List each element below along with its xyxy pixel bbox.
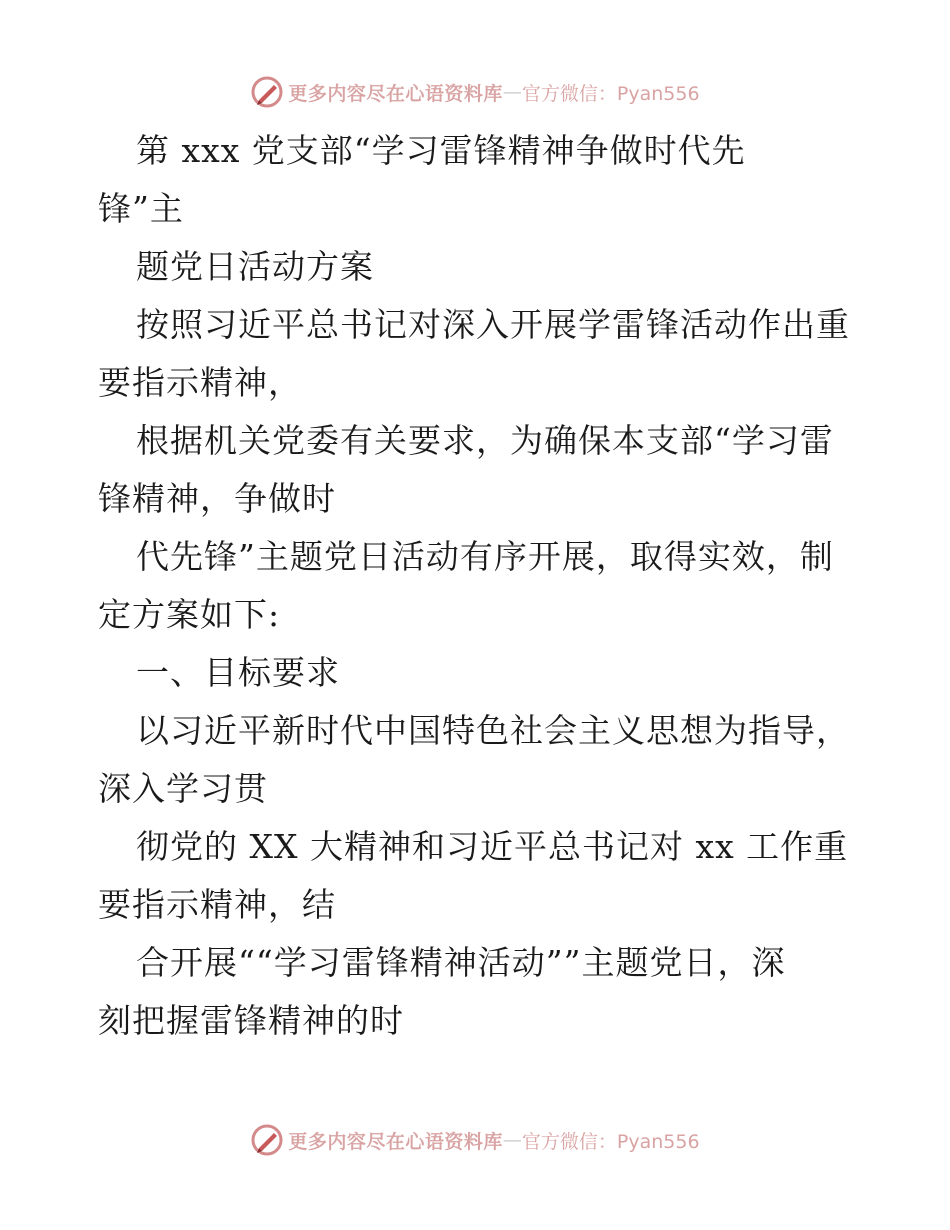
pen-logo-icon <box>250 1123 284 1157</box>
watermark-site-text: 更多内容尽在心语资料库 <box>288 1130 503 1153</box>
watermark-wechat-text: 官方微信：Pyan556 <box>521 1130 700 1153</box>
doc-line: 定方案如下: <box>98 595 281 634</box>
doc-line: 第 xxx 党支部“学习雷锋精神争做时代先 <box>136 131 746 170</box>
doc-line: 深入学习贯 <box>98 769 268 808</box>
doc-line: 代先锋”主题党日活动有序开展，取得实效，制 <box>136 537 834 576</box>
watermark-site-text: 更多内容尽在心语资料库 <box>288 82 503 105</box>
watermark-header <box>0 72 950 112</box>
doc-line: 题党日活动方案 <box>136 247 374 286</box>
watermark-separator: — <box>502 81 522 103</box>
doc-line: 刻把握雷锋精神的时 <box>98 1001 404 1040</box>
doc-line: 根据机关党委有关要求，为确保本支部“学习雷 <box>136 421 834 460</box>
doc-line: 锋精神，争做时 <box>98 479 336 518</box>
watermark-wechat-text: 官方微信：Pyan556 <box>521 82 700 105</box>
watermark-separator: — <box>502 1129 522 1151</box>
document-body <box>98 122 850 1050</box>
doc-line: 按照习近平总书记对深入开展学雷锋活动作出重 <box>136 305 850 344</box>
doc-line: 以习近平新时代中国特色社会主义思想为指导， <box>136 711 850 750</box>
pen-logo-icon <box>250 75 284 109</box>
doc-line: 彻党的 XX 大精神和习近平总书记对 xx 工作重 <box>136 827 849 866</box>
section-heading: 一、目标要求 <box>136 653 340 692</box>
doc-line: 锋”主 <box>98 189 184 228</box>
watermark-footer <box>0 1120 950 1160</box>
doc-line: 要指示精神，结 <box>98 885 336 924</box>
doc-line: 要指示精神， <box>98 363 302 402</box>
doc-line: 合开展““学习雷锋精神活动””主题党日，深 <box>136 943 786 982</box>
